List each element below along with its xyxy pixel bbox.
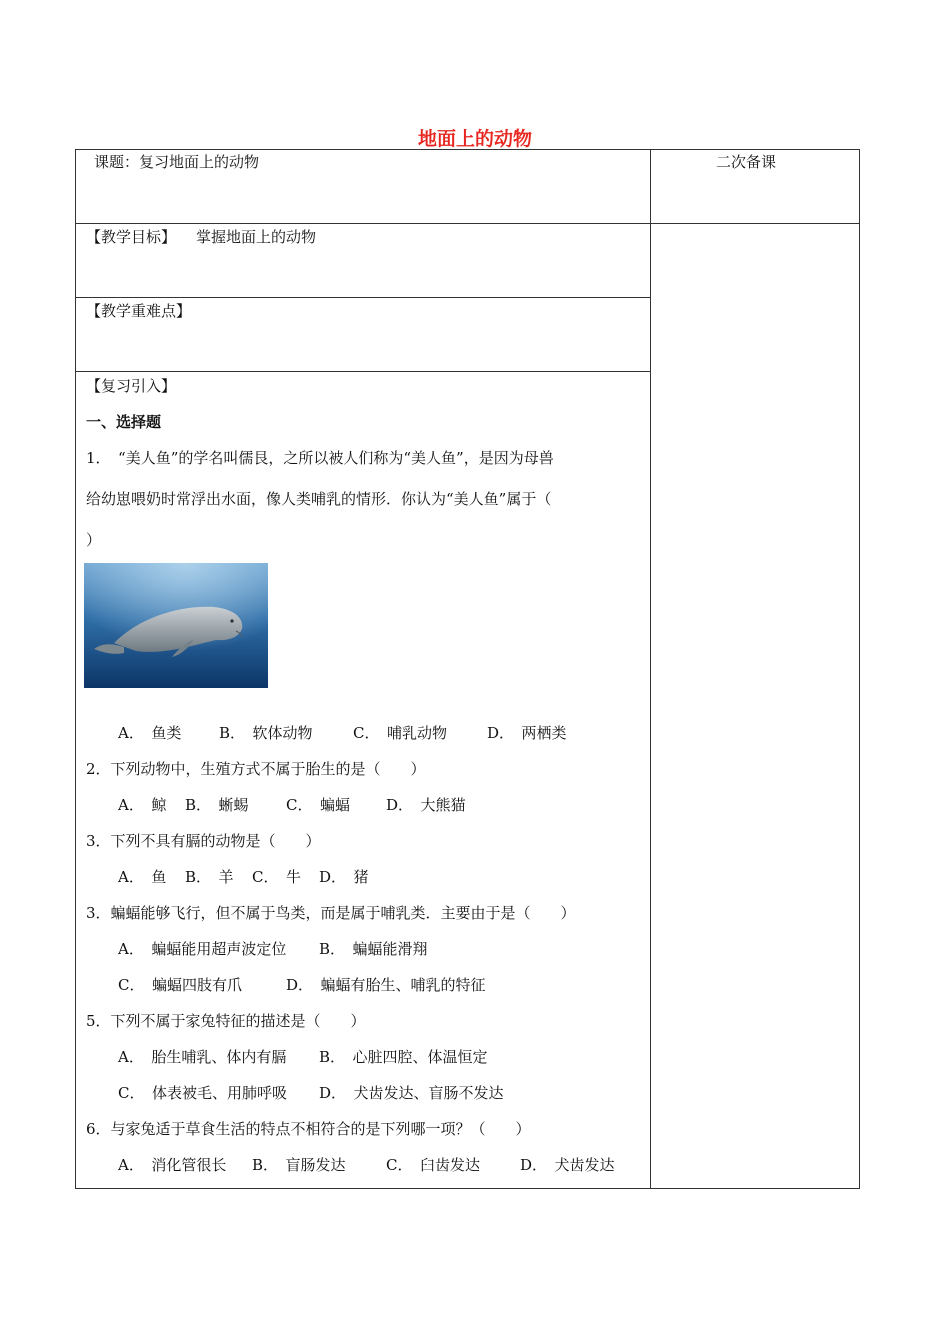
q1-line2: 给幼崽喂奶时常浮出水面，像人类哺乳的情形．你认为“美人鱼”属于（ xyxy=(86,490,552,508)
q2-option-c[interactable]: C． 蝙蝠 xyxy=(286,796,350,814)
review-label: 【复习引入】 xyxy=(86,377,177,395)
q6-stem: 6．与家兔适于草食生活的特点不相符合的是下列哪一项？（ ） xyxy=(86,1120,531,1138)
q4-option-d[interactable]: D． 蝙蝠有胎生、哺乳的特征 xyxy=(286,976,486,994)
q4-option-b[interactable]: B． 蝙蝠能滑翔 xyxy=(319,940,428,958)
q5-stem: 5．下列不属于家兔特征的描述是（ ） xyxy=(86,1012,366,1030)
q1-option-a[interactable]: A． 鱼类 xyxy=(118,724,182,742)
second-preparation-heading: 二次备课 xyxy=(716,153,777,171)
q6-option-c[interactable]: C． 臼齿发达 xyxy=(386,1156,480,1174)
q6-options xyxy=(118,1155,638,1175)
row-divider-header xyxy=(75,223,860,224)
q3-options xyxy=(118,867,638,887)
q1-option-c[interactable]: C． 哺乳动物 xyxy=(353,724,447,742)
q3-option-a[interactable]: A． 鱼 xyxy=(118,868,167,886)
q6-option-d[interactable]: D． 犬齿发达 xyxy=(520,1156,615,1174)
q4-option-c[interactable]: C． 蝙蝠四肢有爪 xyxy=(118,976,242,994)
q2-option-a[interactable]: A． 鲸 xyxy=(118,796,167,814)
q5-options-row2 xyxy=(118,1083,638,1103)
q4-option-a[interactable]: A． 蝙蝠能用超声波定位 xyxy=(118,940,287,958)
row-divider-difficulty xyxy=(75,371,651,372)
q2-options xyxy=(118,795,638,815)
q2-stem: 2．下列动物中，生殖方式不属于胎生的是（ ） xyxy=(86,760,426,778)
q2-option-b[interactable]: B． 蜥蜴 xyxy=(185,796,249,814)
difficulty-label: 【教学重难点】 xyxy=(86,302,192,320)
q3-option-c[interactable]: C． 牛 xyxy=(252,868,301,886)
q5-option-b[interactable]: B． 心脏四腔、体温恒定 xyxy=(319,1048,488,1066)
page-title: 地面上的动物 xyxy=(417,128,532,150)
dugong-photo xyxy=(84,563,268,688)
q5-option-a[interactable]: A． 胎生哺乳、体内有膈 xyxy=(118,1048,287,1066)
q1-option-b[interactable]: B． 软体动物 xyxy=(219,724,313,742)
goal-text: 掌握地面上的动物 xyxy=(196,228,317,246)
q3-option-d[interactable]: D． 猪 xyxy=(319,868,369,886)
q6-option-b[interactable]: B． 盲肠发达 xyxy=(252,1156,346,1174)
row-divider-goal xyxy=(75,297,651,298)
q1-line1: 1． “美人鱼”的学名叫儒艮，之所以被人们称为“美人鱼”，是因为母兽 xyxy=(86,449,554,467)
q3-option-b[interactable]: B． 羊 xyxy=(185,868,234,886)
q3-stem: 3．下列不具有膈的动物是（ ） xyxy=(86,832,321,850)
q4-options-row1 xyxy=(118,939,638,959)
q4-stem: 3．蝙蝠能够飞行，但不属于鸟类，而是属于哺乳类．主要由于是（ ） xyxy=(86,904,576,922)
column-divider xyxy=(650,149,651,1189)
q5-options-row1 xyxy=(118,1047,638,1067)
q1-option-d[interactable]: D． 两栖类 xyxy=(487,724,567,742)
goal-label: 【教学目标】 xyxy=(86,228,177,246)
q1-line3: ） xyxy=(86,531,102,549)
section-heading: 一、选择题 xyxy=(86,413,162,431)
q4-options-row2 xyxy=(118,975,638,995)
q6-option-a[interactable]: A． 消化管很长 xyxy=(118,1156,227,1174)
q2-option-d[interactable]: D． 大熊猫 xyxy=(386,796,466,814)
q1-options xyxy=(118,723,638,743)
q5-option-c[interactable]: C． 体表被毛、用肺呼吸 xyxy=(118,1084,287,1102)
q5-option-d[interactable]: D． 犬齿发达、盲肠不发达 xyxy=(319,1084,504,1102)
lesson-topic: 课题：复习地面上的动物 xyxy=(94,153,260,171)
